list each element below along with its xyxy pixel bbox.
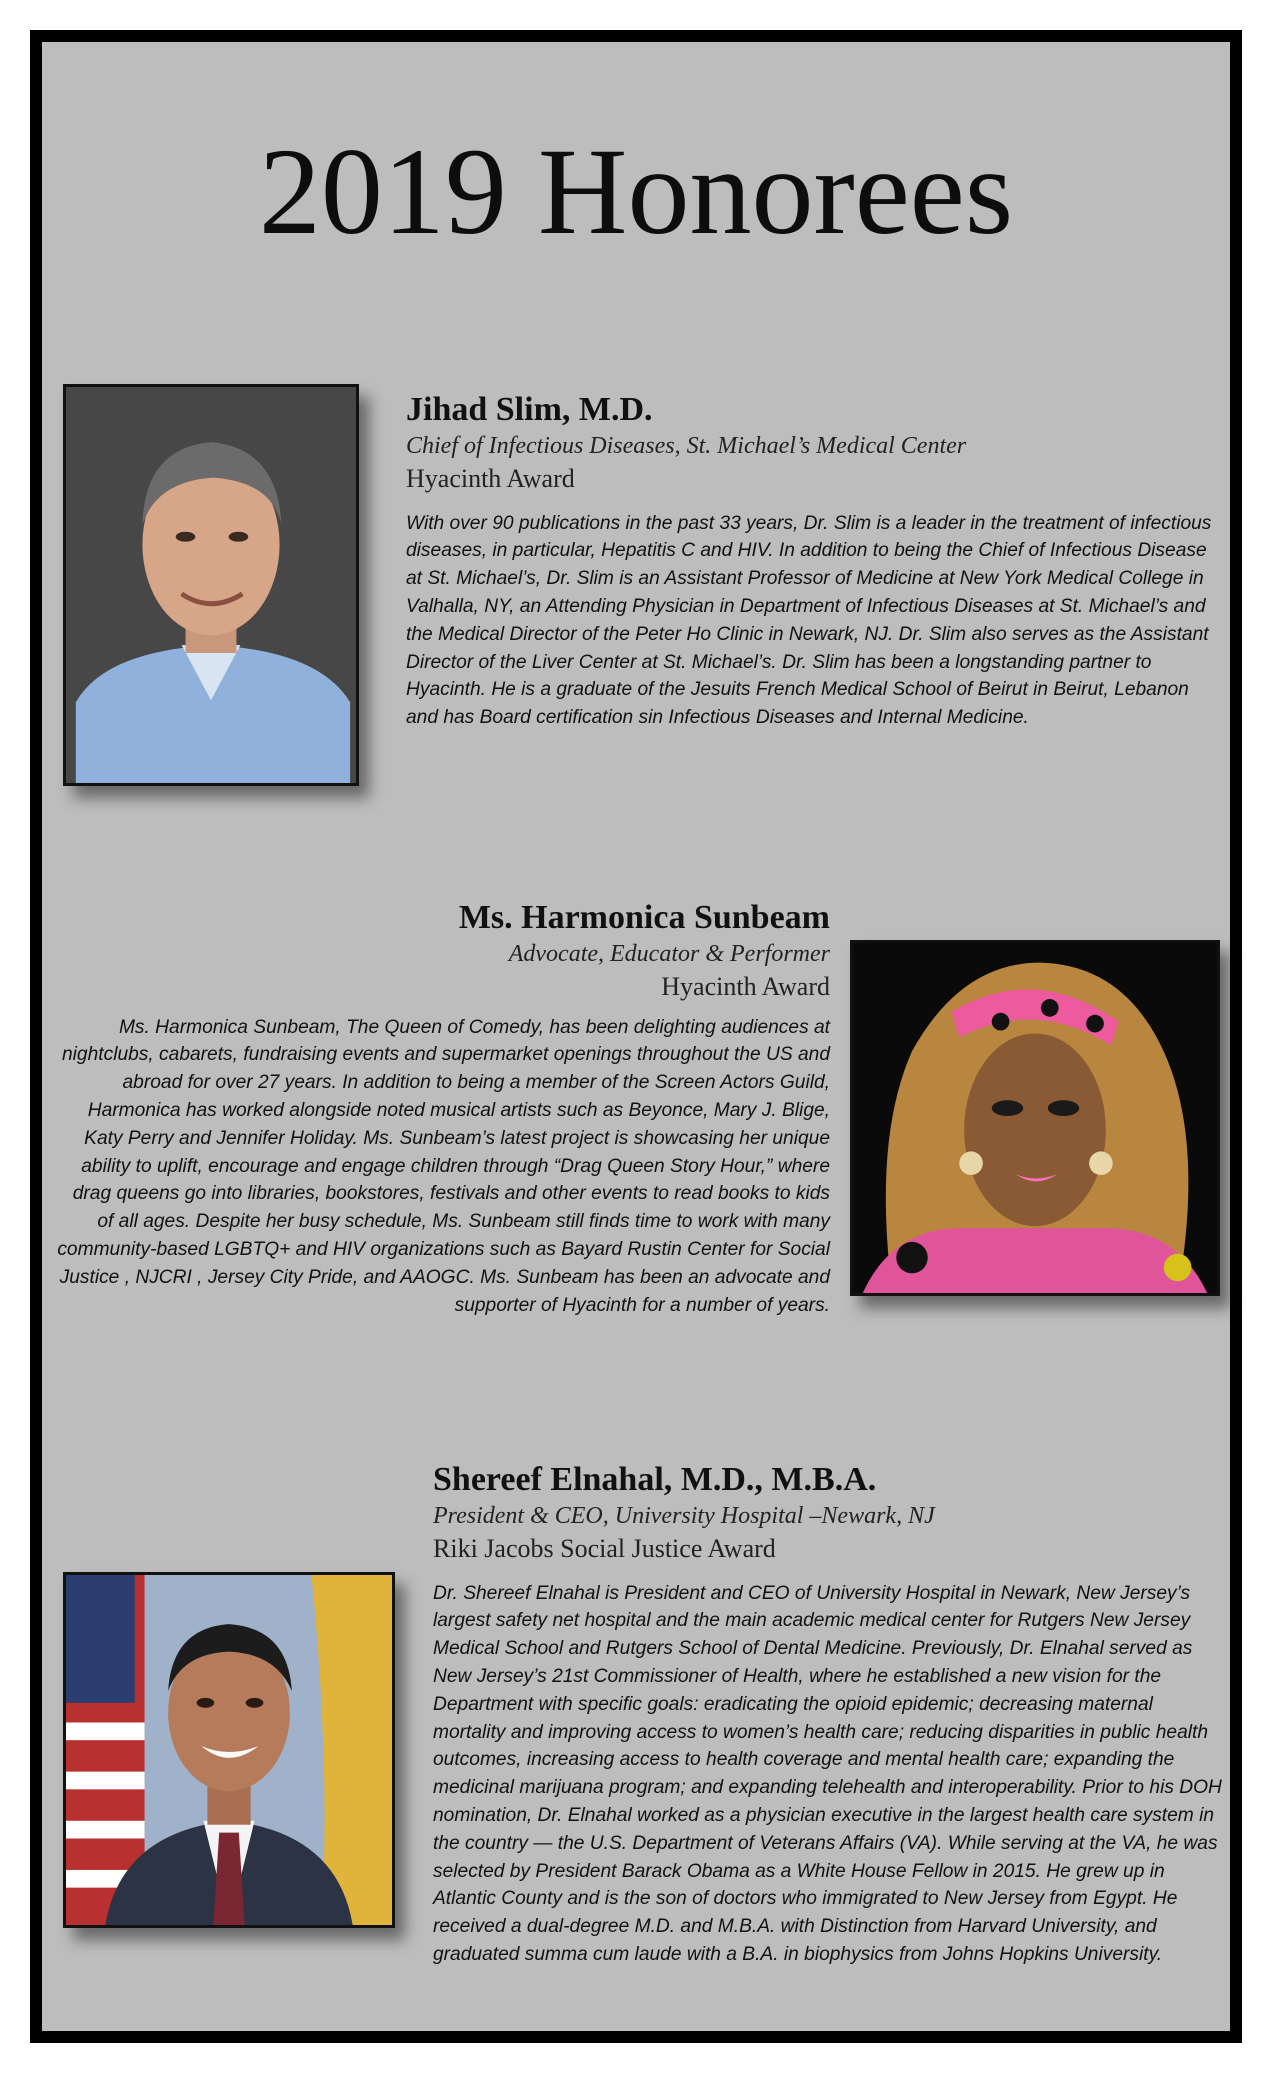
honoree-harmonica-sunbeam <box>52 898 830 1319</box>
honoree-shereef-elnahal <box>433 1460 1223 1969</box>
honoree-name: Shereef Elnahal, M.D., M.B.A. <box>433 1461 877 1498</box>
honoree-photo-jihad-slim <box>63 384 359 786</box>
honoree-award: Riki Jacobs Social Justice Award <box>433 1534 776 1564</box>
honoree-role: Advocate, Educator & Performer <box>508 941 830 968</box>
honoree-photo-harmonica-sunbeam <box>850 940 1220 1296</box>
honoree-jihad-slim <box>406 390 1226 732</box>
honoree-award: Hyacinth Award <box>661 972 830 1002</box>
honorees-panel <box>42 42 1230 2031</box>
honoree-role: Chief of Infectious Diseases, St. Michael’s Medical Center <box>406 433 967 460</box>
honoree-bio: Ms. Harmonica Sunbeam, The Queen of Comedy, has been delighting audiences at nightclubs, cabarets, fundraising events and supermarket openings throughout the US and abroad for over 27 years. In addition to being a member of the Screen Actors Guild, Harmonica has worked alongside noted musical artists such as Beyonce, Mary J. Blige, Katy Perry and Jennifer Holiday. Ms. Sunbeam’s latest project is showcasing her unique ability to uplift, encourage and engage children through “Drag Queen Story Hour,” where drag queens go into libraries, bookstores, festivals and other events to read books to kids of all ages. Despite her busy schedule, Ms. Sunbeam still finds time to work with many community-based LGBTQ+ and HIV organizations such as Bayard Rustin Center for Social Justice , NJCRI , Jersey City Pride, and AAOGC. Ms. Sunbeam has been an advocate and supporter of Hyacinth for a number of years. <box>57 1016 830 1316</box>
honoree-name: Jihad Slim, M.D. <box>406 391 653 428</box>
honoree-bio: With over 90 publications in the past 33 years, Dr. Slim is a leader in the treatment of infectious diseases, in particular, Hepatitis C and HIV. In addition to being the Chief of Infectious Disease at St. Michael’s, Dr. Slim is an Assistant Professor of Medicine at New York Medical College in Valhalla, NY, an Attending Physician in Department of Infectious Diseases at St. Michael’s and the Medical Director of the Peter Ho Clinic in Newark, NJ. Dr. Slim also serves as the Assistant Director of the Liver Center at St. Michael’s. Dr. Slim has been a longstanding partner to Hyacinth. He is a graduate of the Jesuits French Medical School of Beirut in Beirut, Lebanon and has Board certification sin Infectious Diseases and Internal Medicine. <box>406 512 1212 729</box>
honoree-photo-shereef-elnahal <box>63 1572 395 1928</box>
honoree-role: President & CEO, University Hospital –Newark, NJ <box>433 1503 935 1530</box>
honoree-bio: Dr. Shereef Elnahal is President and CEO of University Hospital in Newark, New Jersey’s largest safety net hospital and the main academic medical center for Rutgers New Jersey Medical School and Rutgers School of Dental Medicine. Previously, Dr. Elnahal served as New Jersey’s 21st Commissioner of Health, where he established a new vision for the Department with specific goals: eradicating the opioid epidemic; decreasing maternal mortality and improving access to women’s health care; reducing disparities in public health outcomes, increasing access to health coverage and mental health care; expanding the medicinal marijuana program; and expanding telehealth and interoperability. Prior to his DOH nomination, Dr. Elnahal worked as a physician executive in the largest health care system in the country — the U.S. Department of Veterans Affairs (VA). While serving at the VA, he was selected by President Barack Obama as a White House Fellow in 2015. He grew up in Atlantic County and is the son of doctors who immigrated to New Jersey from Egypt. He received a dual-degree M.D. and M.B.A. with Distinction from Harvard University, and graduated summa cum laude with a B.A. in biophysics from Johns Hopkins University. <box>433 1582 1222 1965</box>
page-frame <box>30 30 1242 2043</box>
page-title: 2019 Honorees <box>258 123 1014 260</box>
honoree-name: Ms. Harmonica Sunbeam <box>458 899 830 936</box>
honoree-award: Hyacinth Award <box>406 464 575 494</box>
